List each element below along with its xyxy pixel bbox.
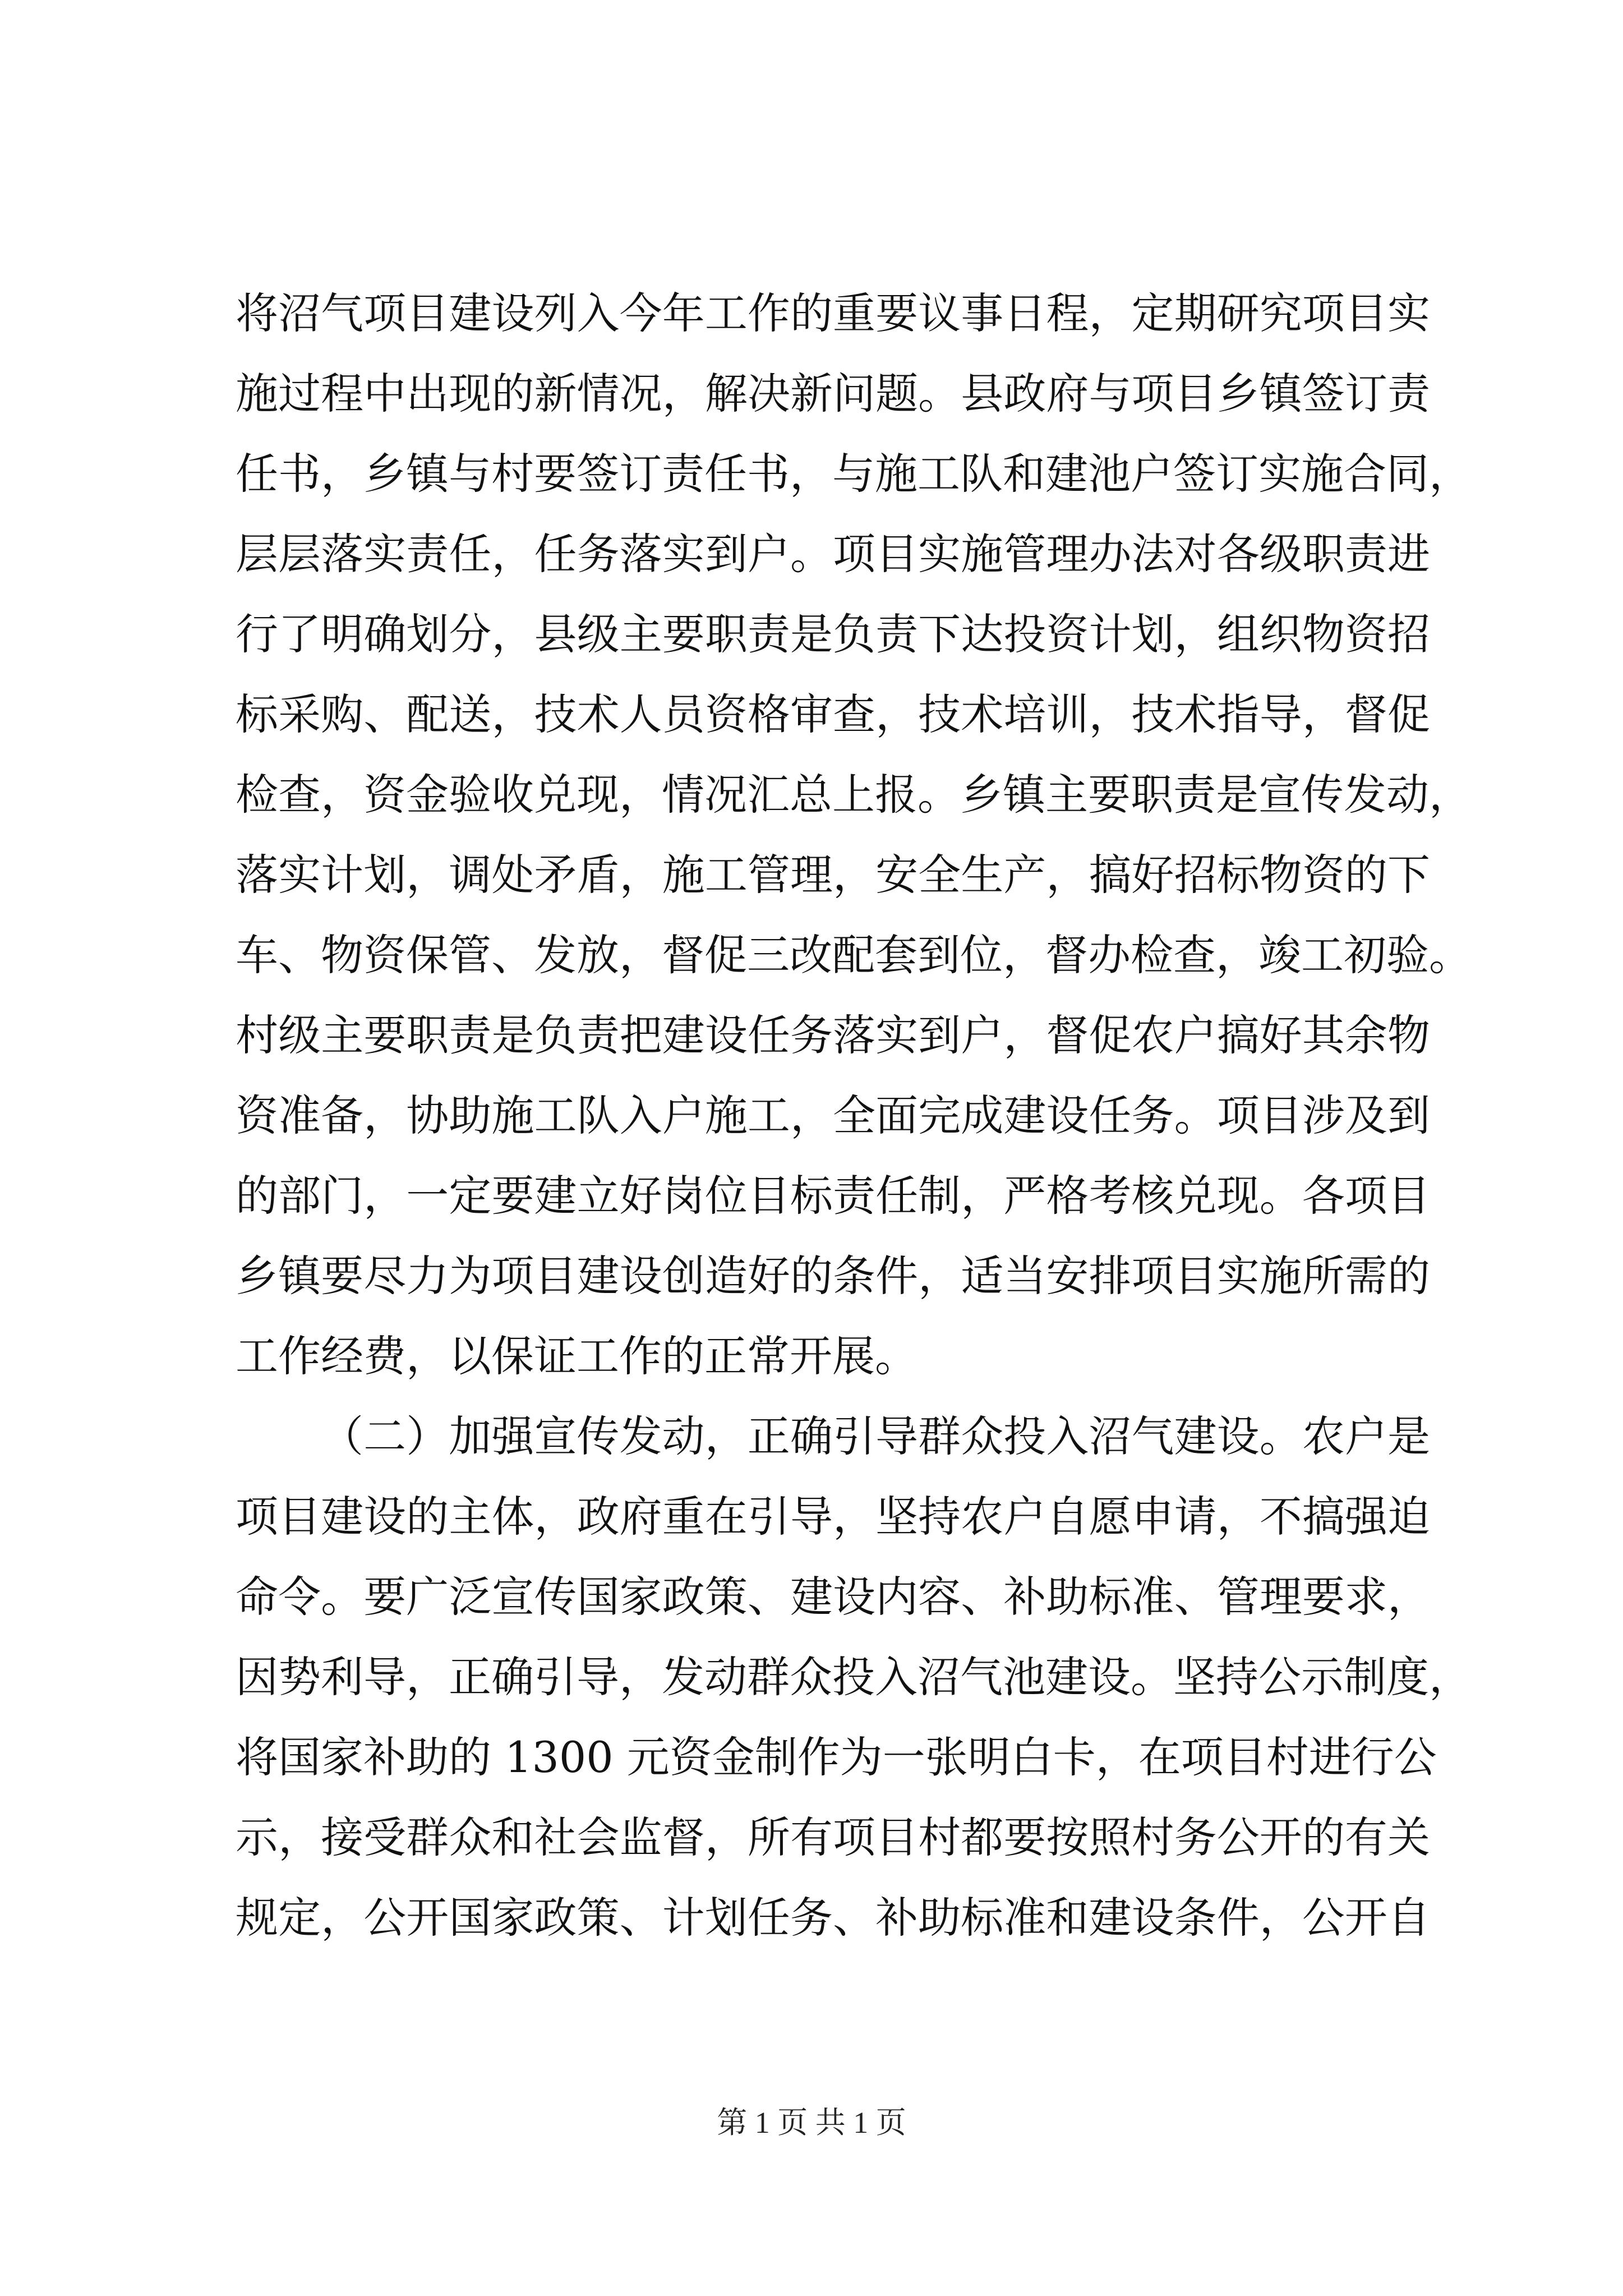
- text-line: 检查，资金验收兑现，情况汇总上报。乡镇主要职责是宣传发动，: [236, 770, 1472, 820]
- page-number-footer: 第 1 页 共 1 页: [717, 2106, 906, 2139]
- text-line: 村级主要职责是负责把建设任务落实到户，督促农户搞好其余物: [236, 1010, 1430, 1060]
- text-line: 规定，公开国家政策、计划任务、补助标准和建设条件，公开自: [236, 1893, 1430, 1943]
- text-line: 将沼气项目建设列入今年工作的重要议事日程，定期研究项目实: [236, 288, 1430, 338]
- text-line: 落实计划，调处矛盾，施工管理，安全生产，搞好招标物资的下: [236, 850, 1430, 900]
- text-line: 任书，乡镇与村要签订责任书，与施工队和建池户签订实施合同，: [236, 449, 1472, 499]
- text-line: 行了明确划分，县级主要职责是负责下达投资计划，组织物资招: [236, 609, 1430, 659]
- text-line: 因势利导，正确引导，发动群众投入沼气池建设。坚持公示制度，: [236, 1652, 1472, 1702]
- text-line: 层层落实责任，任务落实到户。项目实施管理办法对各级职责进: [236, 529, 1430, 579]
- text-line: 示，接受群众和社会监督，所有项目村都要按照村务公开的有关: [236, 1812, 1430, 1862]
- text-line: 乡镇要尽力为项目建设创造好的条件，适当安排项目实施所需的: [236, 1251, 1430, 1301]
- text-line: 项目建设的主体，政府重在引导，坚持农户自愿申请，不搞强迫: [236, 1492, 1430, 1542]
- text-line: 将国家补助的 1300 元资金制作为一张明白卡，在项目村进行公: [236, 1732, 1437, 1782]
- text-line: 标采购、配送，技术人员资格审查，技术培训，技术指导，督促: [236, 689, 1430, 739]
- text-line: 的部门，一定要建立好岗位目标责任制，严格考核兑现。各项目: [236, 1171, 1430, 1221]
- text-line: 施过程中出现的新情况，解决新问题。县政府与项目乡镇签订责: [236, 369, 1430, 418]
- text-line: 工作经费，以保证工作的正常开展。: [236, 1331, 917, 1381]
- text-line: 资准备，协助施工队入户施工，全面完成建设任务。项目涉及到: [236, 1091, 1430, 1140]
- text-line: 命令。要广泛宣传国家政策、建设内容、补助标准、管理要求，: [236, 1572, 1430, 1622]
- body-text: [236, 288, 1472, 1975]
- text-line: 车、物资保管、发放，督促三改配套到位，督办检查，竣工初验。: [236, 930, 1472, 980]
- section-heading-line: （二）加强宣传发动，正确引导群众投入沼气建设。农户是: [321, 1411, 1430, 1461]
